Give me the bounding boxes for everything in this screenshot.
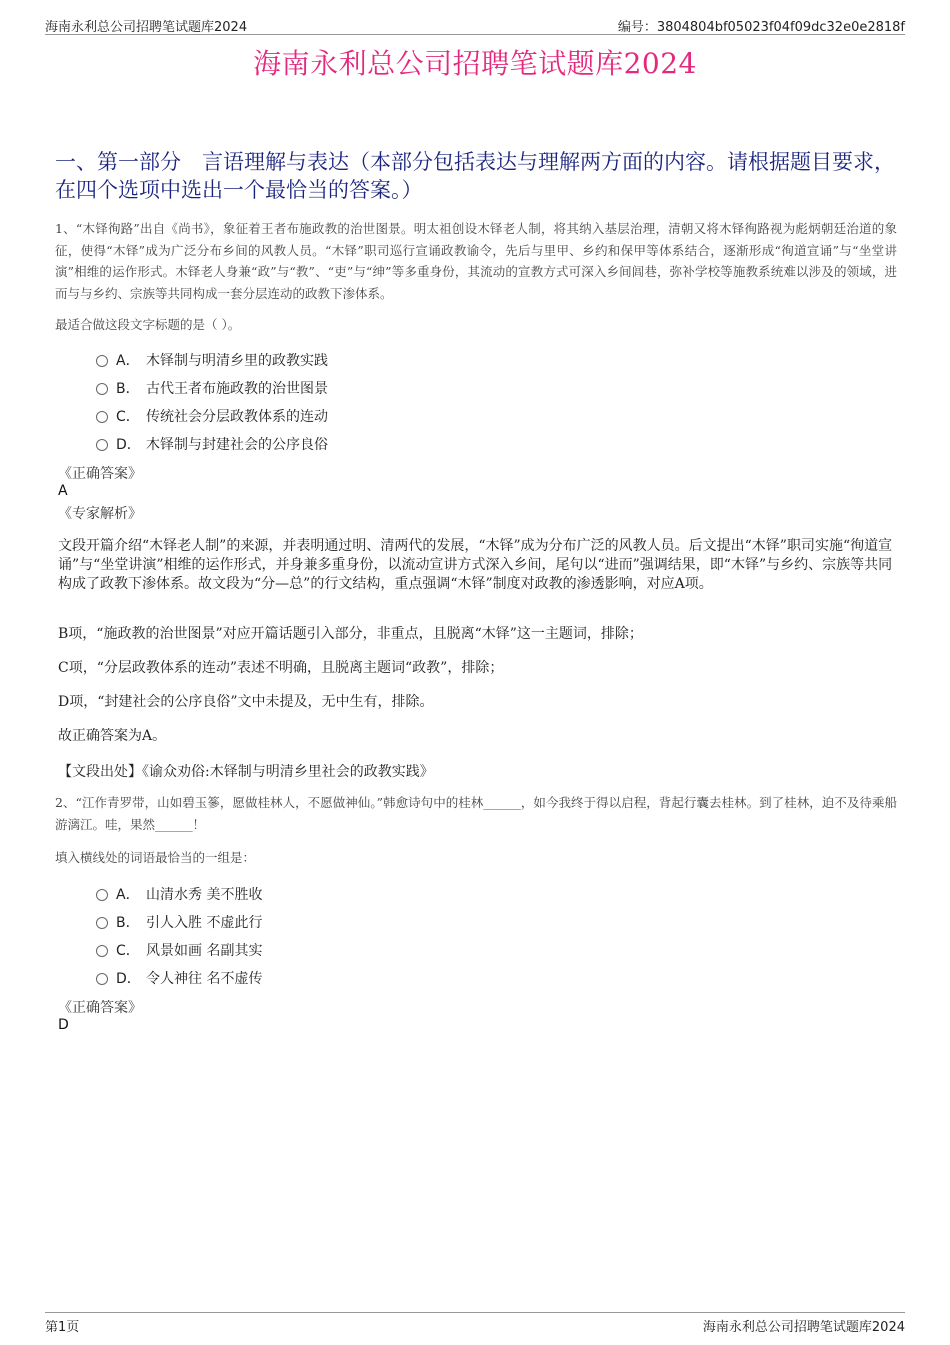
page-number: 第1页: [45, 1320, 80, 1335]
radio-icon[interactable]: [96, 383, 108, 395]
radio-icon[interactable]: [96, 945, 108, 957]
page-footer: [45, 1312, 905, 1333]
radio-icon[interactable]: [96, 889, 108, 901]
question-2-prompt: 填入横线处的词语最恰当的一组是：: [55, 850, 256, 865]
q1-analysis-b: B项，“施政教的治世图景”对应开篇话题引入部分，非重点，且脱离“木铎”这一主题词，排除；: [58, 626, 643, 642]
q1-analysis-c: C项，“分层政教体系的连动”表述不明确，且脱离主题词“政教”，排除；: [58, 660, 504, 676]
q1-option-d[interactable]: D． 木铎制与封建社会的公序良俗: [96, 434, 328, 454]
radio-icon[interactable]: [96, 917, 108, 929]
question-1-passage: 1、“木铎徇路”出自《尚书》，象征着王者布施政教的治世图景。明太祖创设木铎老人制，将其纳入基层治理，清朝又将木铎徇路视为彪炳朝廷治道的象征，使得“木铎”成为广泛分布乡间的风教人员。“木铎”职司巡行宣诵政教谕令，先后与里甲、乡约和保甲等体系结合，逐渐形成“徇道宣诵”与“坐堂讲演”相维的运作形式。木铎老人身兼“政”与“教”、“吏”与“绅”等多重身份，其流动的宣教方式可深入乡间闾巷，弥补学校等施教系统难以涉及的领域，进而与与乡约、宗族等共同构成一套分层连动的政教下渗体系。: [55, 221, 897, 301]
q1-option-c[interactable]: C． 传统社会分层政教体系的连动: [96, 406, 328, 426]
page-header: [45, 14, 905, 35]
q1-option-b[interactable]: B． 古代王者布施政教的治世图景: [96, 378, 328, 398]
radio-icon[interactable]: [96, 355, 108, 367]
q2-option-a[interactable]: A． 山清水秀 美不胜收: [96, 884, 262, 904]
footer-doc-title: 海南永利总公司招聘笔试题库2024: [702, 1320, 905, 1335]
section-heading: 一、第一部分 言语理解与表达（本部分包括表达与理解两方面的内容。请根据题目要求，在四个选项中选出一个最恰当的答案。）: [55, 150, 895, 202]
q1-source: 【文段出处】《谕众劝俗:木铎制与明清乡里社会的政教实践》: [58, 764, 434, 780]
q1-analysis-conclusion: 故正确答案为A。: [58, 728, 167, 744]
header-doc-title: 海南永利总公司招聘笔试题库2024: [45, 20, 248, 35]
q2-answer-label: 《正确答案》: [58, 1000, 142, 1016]
q2-option-d[interactable]: D． 令人神往 名不虚传: [96, 968, 262, 988]
radio-icon[interactable]: [96, 411, 108, 423]
q1-answer-label: 《正确答案》: [58, 466, 142, 482]
page-title: 海南永利总公司招聘笔试题库2024: [253, 47, 697, 80]
question-2-passage: 2、“江作青罗带，山如碧玉篸，愿做桂林人，不愿做神仙。”韩愈诗句中的桂林______，如今我终于得以启程，背起行囊去桂林。到了桂林，迫不及待乘船游漓江。哇，果然______！: [55, 795, 897, 832]
q2-option-c[interactable]: C． 风景如画 名副其实: [96, 940, 262, 960]
q2-answer: D: [58, 1017, 69, 1033]
q1-option-a[interactable]: A． 木铎制与明清乡里的政教实践: [96, 350, 328, 370]
radio-icon[interactable]: [96, 973, 108, 985]
radio-icon[interactable]: [96, 439, 108, 451]
q2-option-b[interactable]: B． 引人入胜 不虚此行: [96, 912, 262, 932]
q1-analysis-paragraph: 文段开篇介绍“木铎老人制”的来源，并表明通过明、清两代的发展，“木铎”成为分布广泛的风教人员。后文提出“木铎”职司实施“徇道宣诵”与“坐堂讲演”相维的运作形式，并身兼多重身份，以流动宣讲方式深入乡间，尾句以“进而”强调结果，即“木铎”与乡约、宗族等共同构成了政教下渗体系。故文段为“分—总”的行文结构，重点强调“木铎”制度对政教的渗透影响，对应A项。: [58, 538, 893, 592]
q1-analysis-label: 《专家解析》: [58, 506, 142, 522]
q1-analysis-d: D项，“封建社会的公序良俗”文中未提及，无中生有，排除。: [58, 694, 434, 710]
question-1-prompt: 最适合做这段文字标题的是（ ）。: [55, 317, 241, 332]
q1-answer: A: [58, 483, 68, 499]
header-doc-id: 编号：3804804bf05023f04f09dc32e0e2818f: [617, 20, 905, 35]
